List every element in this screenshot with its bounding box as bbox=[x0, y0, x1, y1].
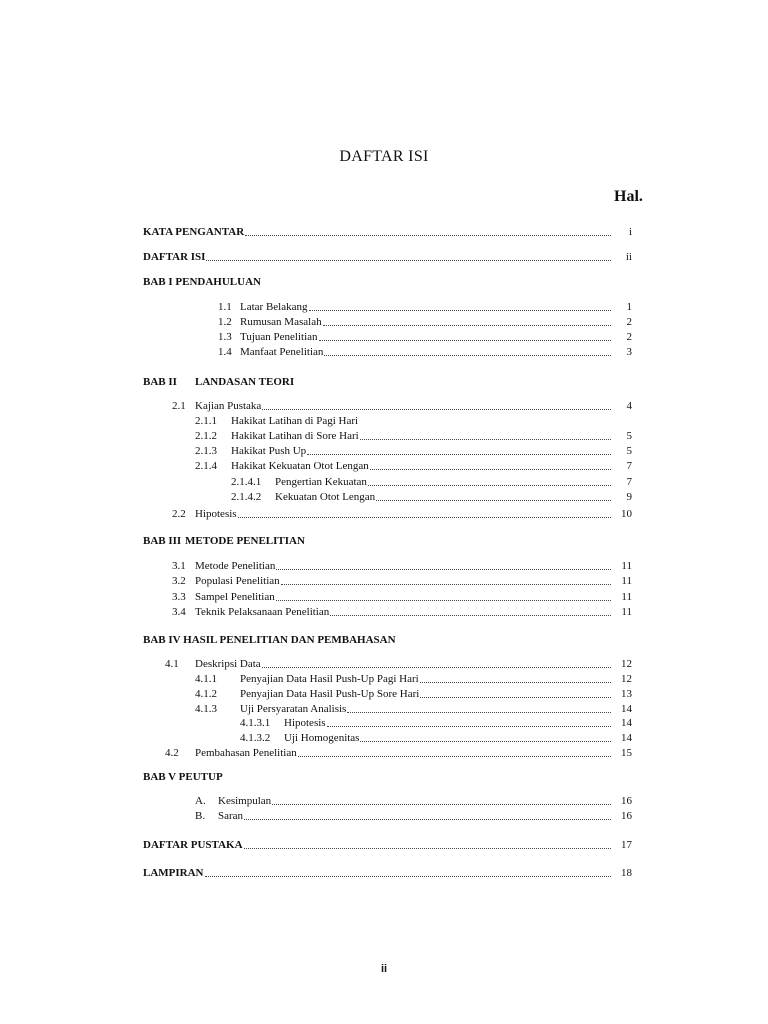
toc-entry bbox=[195, 687, 614, 701]
toc-entry-number: 4.1.1 bbox=[195, 673, 217, 685]
toc-entry-label: Latar Belakang bbox=[240, 301, 308, 313]
dot-leader bbox=[244, 819, 611, 820]
toc-entry bbox=[231, 475, 614, 489]
toc-entry-label: Hipotesis bbox=[195, 508, 237, 520]
toc-heading bbox=[143, 375, 600, 389]
toc-entry bbox=[172, 574, 614, 588]
toc-page-number: 17 bbox=[621, 839, 632, 851]
toc-entry-label: Hakikat Latihan di Pagi Hari bbox=[231, 415, 359, 427]
dot-leader bbox=[347, 712, 611, 713]
toc-entry bbox=[218, 315, 614, 329]
toc-entry bbox=[195, 809, 614, 823]
dot-leader bbox=[276, 600, 611, 601]
toc-page-number: 12 bbox=[621, 658, 632, 670]
toc-heading bbox=[143, 866, 614, 880]
toc-entry-label: Pengertian Kekuatan bbox=[275, 476, 367, 488]
toc-entry bbox=[165, 746, 614, 760]
toc-entry-number: 4.2 bbox=[165, 747, 179, 759]
toc-entry-label: Sampel Penelitian bbox=[195, 591, 275, 603]
dot-leader bbox=[244, 848, 611, 849]
dot-leader bbox=[309, 310, 612, 311]
toc-entry-number: 1.3 bbox=[218, 331, 232, 343]
dot-leader bbox=[360, 439, 611, 440]
toc-page-number: 5 bbox=[626, 430, 632, 442]
toc-page-number: 15 bbox=[621, 747, 632, 759]
toc-entry bbox=[172, 590, 614, 604]
toc-page-number: 2 bbox=[626, 316, 632, 328]
toc-entry-number: 2.1.4 bbox=[195, 460, 217, 472]
toc-entry-label: Kajian Pustaka bbox=[195, 400, 262, 412]
toc-entry bbox=[218, 330, 614, 344]
toc-entry-label: Uji Persyaratan Analisis bbox=[240, 703, 347, 715]
dot-leader bbox=[205, 876, 612, 877]
toc-entry-label: LANDASAN TEORI bbox=[195, 376, 295, 388]
toc-entry bbox=[195, 414, 600, 428]
toc-entry-label: METODE PENELITIAN bbox=[185, 535, 305, 547]
toc-entry-label: Populasi Penelitian bbox=[195, 575, 280, 587]
toc-entry-number: BAB III bbox=[143, 535, 182, 547]
toc-entry-label: Hakikat Latihan di Sore Hari bbox=[231, 430, 359, 442]
dot-leader bbox=[276, 569, 611, 570]
toc-page-number: 11 bbox=[621, 560, 632, 572]
dot-leader bbox=[330, 615, 611, 616]
toc-page-number: 7 bbox=[626, 476, 632, 488]
toc-page-number: 14 bbox=[621, 717, 632, 729]
toc-page-number: 14 bbox=[621, 732, 632, 744]
toc-entry bbox=[240, 716, 614, 730]
toc-entry-number: 2.1.1 bbox=[195, 415, 217, 427]
toc-entry bbox=[218, 345, 614, 359]
toc-entry-number: 3.4 bbox=[172, 606, 186, 618]
dot-leader bbox=[360, 741, 611, 742]
toc-entry-number: 4.1.3.2 bbox=[240, 732, 271, 744]
toc-entry-label: Hipotesis bbox=[284, 717, 326, 729]
toc-entry-label: BAB V PEUTUP bbox=[143, 771, 223, 783]
dot-leader bbox=[370, 469, 611, 470]
toc-entry-label: DAFTAR ISI bbox=[143, 251, 206, 263]
page-number-footer: ii bbox=[380, 963, 388, 975]
toc-entry-number: 2.2 bbox=[172, 508, 186, 520]
dot-leader bbox=[368, 485, 611, 486]
toc-entry-number: 4.1.2 bbox=[195, 688, 217, 700]
toc-entry bbox=[240, 731, 614, 745]
toc-page-number: 14 bbox=[621, 703, 632, 715]
toc-page-number: 3 bbox=[626, 346, 632, 358]
dot-leader bbox=[238, 517, 611, 518]
toc-page-number: 11 bbox=[621, 606, 632, 618]
toc-page-number: 16 bbox=[621, 810, 632, 822]
dot-leader bbox=[307, 454, 611, 455]
toc-entry-number: 4.1.3.1 bbox=[240, 717, 271, 729]
toc-page-number: 13 bbox=[621, 688, 632, 700]
toc-entry-label: Kesimpulan bbox=[218, 795, 272, 807]
toc-entry bbox=[172, 605, 614, 619]
toc-heading bbox=[143, 250, 614, 264]
toc-entry-number: 3.2 bbox=[172, 575, 186, 587]
toc-entry-number: 4.1.3 bbox=[195, 703, 217, 715]
toc-entry-label: Uji Homogenitas bbox=[284, 732, 360, 744]
toc-entry bbox=[195, 459, 614, 473]
toc-entry-number: 2.1.4.2 bbox=[231, 491, 262, 503]
toc-entry-label: BAB I PENDAHULUAN bbox=[143, 276, 261, 288]
dot-leader bbox=[281, 584, 611, 585]
toc-entry-label: Kekuatan Otot Lengan bbox=[275, 491, 376, 503]
dot-leader bbox=[323, 325, 611, 326]
toc-page-number: ii bbox=[625, 251, 632, 263]
toc-entry bbox=[195, 794, 614, 808]
toc-entry-number: BAB II bbox=[143, 376, 177, 388]
toc-page-number: i bbox=[628, 226, 632, 238]
toc-entry-label: DAFTAR PUSTAKA bbox=[143, 839, 243, 851]
toc-entry-number: 1.1 bbox=[218, 301, 232, 313]
dot-leader bbox=[376, 500, 611, 501]
toc-heading bbox=[143, 534, 600, 548]
toc-heading bbox=[143, 633, 600, 647]
toc-entry-number: B. bbox=[195, 810, 206, 822]
toc-entry bbox=[172, 507, 614, 521]
toc-entry bbox=[165, 657, 614, 671]
toc-entry bbox=[195, 702, 614, 716]
toc-entry-label: Penyajian Data Hasil Push-Up Pagi Hari bbox=[240, 673, 419, 685]
toc-page-number: 12 bbox=[621, 673, 632, 685]
toc-heading bbox=[143, 225, 614, 239]
dot-leader bbox=[272, 804, 611, 805]
toc-entry-label: Pembahasan Penelitian bbox=[195, 747, 297, 759]
toc-page-number: 1 bbox=[626, 301, 632, 313]
dot-leader bbox=[324, 355, 611, 356]
dot-leader bbox=[327, 726, 611, 727]
toc-entry-label: BAB IV HASIL PENELITIAN DAN PEMBAHASAN bbox=[143, 634, 396, 646]
dot-leader bbox=[245, 235, 611, 236]
toc-entry-label: KATA PENGANTAR bbox=[143, 226, 245, 238]
toc-entry-number: 3.3 bbox=[172, 591, 186, 603]
toc-entry-number: 1.2 bbox=[218, 316, 232, 328]
toc-page-number: 16 bbox=[621, 795, 632, 807]
toc-entry-number: A. bbox=[195, 795, 206, 807]
dot-leader bbox=[206, 260, 611, 261]
dot-leader bbox=[262, 409, 611, 410]
toc-page-number: 5 bbox=[626, 445, 632, 457]
toc-entry-number: 4.1 bbox=[165, 658, 179, 670]
toc-heading bbox=[143, 275, 600, 289]
toc-page-number: 7 bbox=[626, 460, 632, 472]
dot-leader bbox=[420, 697, 611, 698]
toc-page-number: 11 bbox=[621, 591, 632, 603]
toc-entry bbox=[218, 300, 614, 314]
toc-entry bbox=[195, 444, 614, 458]
page-title: DAFTAR ISI bbox=[339, 148, 429, 165]
toc-entry-number: 2.1.2 bbox=[195, 430, 217, 442]
toc-entry-label: Manfaat Penelitian bbox=[240, 346, 324, 358]
toc-entry bbox=[172, 399, 614, 413]
toc-heading bbox=[143, 838, 614, 852]
toc-heading bbox=[143, 770, 600, 784]
toc-entry-number: 2.1.3 bbox=[195, 445, 217, 457]
toc-entry-number: 3.1 bbox=[172, 560, 186, 572]
toc-entry-number: 1.4 bbox=[218, 346, 232, 358]
page-column-header: Hal. bbox=[614, 188, 643, 205]
toc-page-number: 18 bbox=[621, 867, 632, 879]
dot-leader bbox=[262, 667, 611, 668]
toc-entry-number: 2.1.4.1 bbox=[231, 476, 262, 488]
toc-entry-label: Tujuan Penelitian bbox=[240, 331, 318, 343]
toc-entry bbox=[195, 672, 614, 686]
toc-entry-label: Teknik Pelaksanaan Penelitian bbox=[195, 606, 330, 618]
toc-entry-label: Hakikat Kekuatan Otot Lengan bbox=[231, 460, 369, 472]
toc-entry bbox=[172, 559, 614, 573]
toc-entry-number: 2.1 bbox=[172, 400, 186, 412]
dot-leader bbox=[420, 682, 611, 683]
toc-entry-label: LAMPIRAN bbox=[143, 867, 204, 879]
toc-entry bbox=[231, 490, 614, 504]
toc-entry-label: Rumusan Masalah bbox=[240, 316, 322, 328]
toc-page-number: 10 bbox=[621, 508, 632, 520]
toc-page-number: 2 bbox=[626, 331, 632, 343]
toc-entry-label: Deskripsi Data bbox=[195, 658, 261, 670]
toc-entry-label: Penyajian Data Hasil Push-Up Sore Hari bbox=[240, 688, 420, 700]
toc-page-number: 4 bbox=[626, 400, 632, 412]
toc-page-number: 9 bbox=[626, 491, 632, 503]
toc-entry-label: Saran bbox=[218, 810, 244, 822]
toc-page-number: 11 bbox=[621, 575, 632, 587]
dot-leader bbox=[319, 340, 611, 341]
toc-entry-label: Metode Penelitian bbox=[195, 560, 276, 572]
toc-entry bbox=[195, 429, 614, 443]
dot-leader bbox=[298, 756, 611, 757]
toc-entry-label: Hakikat Push Up bbox=[231, 445, 307, 457]
